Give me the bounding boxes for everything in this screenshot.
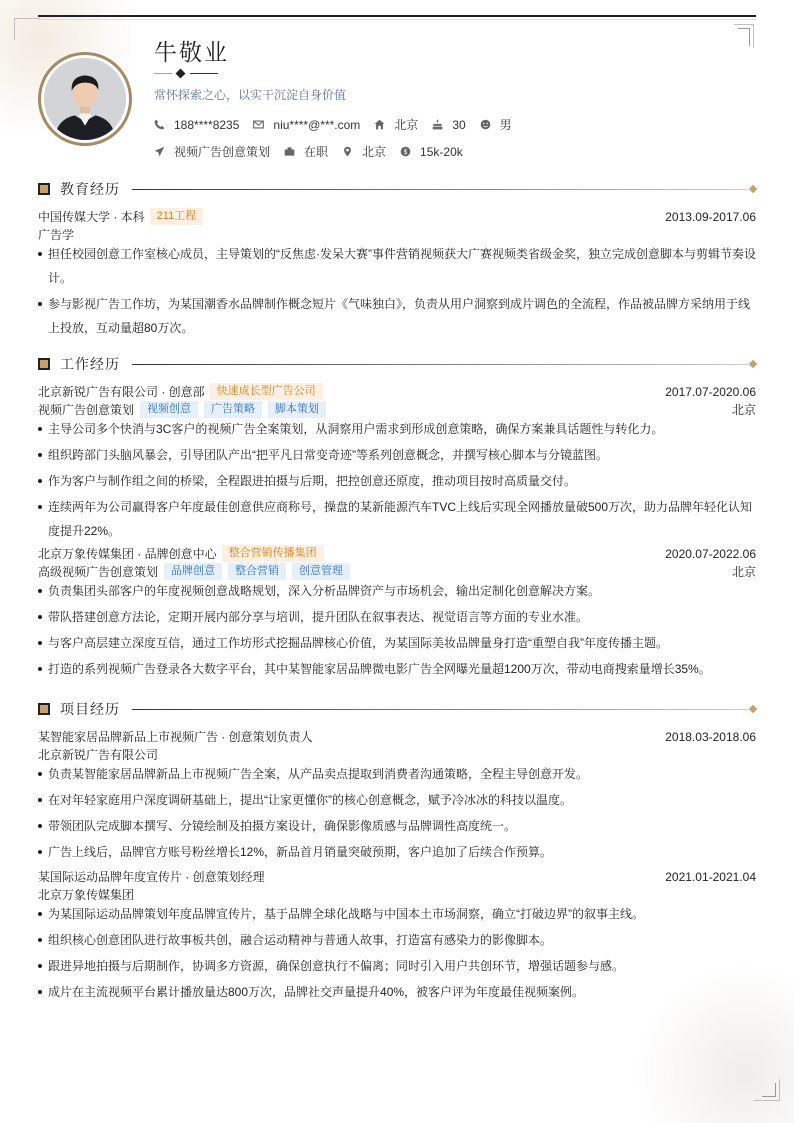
school-tag: 211工程 xyxy=(150,208,204,225)
skill-tag: 整合营销 xyxy=(228,563,286,580)
skill-tag: 创意管理 xyxy=(292,563,350,580)
section-marker xyxy=(38,358,50,370)
briefcase-icon xyxy=(284,146,295,157)
school-name: 中国传媒大学 · 本科 xyxy=(38,210,145,224)
section-diamond xyxy=(749,360,757,368)
age-item xyxy=(432,118,465,132)
education-major-row xyxy=(38,226,756,243)
corner-bracket xyxy=(738,28,750,46)
list-item: 带领团队完成脚本撰写、分镜绘制及拍摄方案设计，确保影像质感与品牌调性高度统一。 xyxy=(38,814,756,838)
company-name: 北京新锐广告有限公司 · 创意部 xyxy=(38,385,205,399)
section-projects xyxy=(38,699,756,719)
section-rule xyxy=(132,364,748,365)
money-icon xyxy=(400,146,411,157)
phone-text: 188****8235 xyxy=(174,117,240,132)
job-location: 北京 xyxy=(731,565,756,579)
section-diamond xyxy=(749,705,757,713)
job-title: 高级视频广告创意策划 xyxy=(38,565,159,579)
skill-tag: 脚本策划 xyxy=(268,401,326,418)
section-rule xyxy=(132,709,748,710)
section-title: 项目经历 xyxy=(60,701,120,717)
city-text: 北京 xyxy=(394,118,419,132)
major: 广告学 xyxy=(38,228,75,242)
project-company: 北京新锐广告有限公司 xyxy=(38,748,159,762)
education-header xyxy=(38,208,756,225)
list-item: 跟进异地拍摄与后期制作，协调多方资源，确保创意执行不偏离；同时引入用户共创环节，增强话题参与感。 xyxy=(38,954,756,978)
project-bullets xyxy=(38,902,756,1006)
status-item xyxy=(284,143,328,160)
job-header xyxy=(38,383,756,400)
list-item: 组织跨部门头脑风暴会，引导团队产出“把平凡日常变奇迹”等系列创意概念，并撰写核心脚本与分镜蓝图。 xyxy=(38,443,756,467)
job-title-row xyxy=(38,401,756,418)
name-ornament xyxy=(154,68,218,80)
project-company-row xyxy=(38,746,756,763)
avatar-photo xyxy=(44,58,126,140)
company-tag: 整合营销传播集团 xyxy=(222,545,324,562)
age-text: 30 xyxy=(452,117,466,132)
list-item: 主导公司多个快消与3C客户的视频广告全案策划，从洞察用户需求到形成创意策略，确保方案兼具话题性与转化力。 xyxy=(38,417,756,441)
list-item: 为某国际运动品牌策划年度品牌宣传片，基于品牌全球化战略与中国本土市场洞察，确立“打破边界”的叙事主线。 xyxy=(38,902,756,926)
period: 2018.03-2018.06 xyxy=(665,729,756,744)
mail-icon xyxy=(253,119,264,130)
project-header xyxy=(38,728,756,745)
status-text: 在职 xyxy=(304,145,329,159)
job-bullets xyxy=(38,417,756,545)
list-item: 与客户高层建立深度互信，通过工作坊形式挖掘品牌核心价值，为某国际美妆品牌量身打造“重塑自我”年度传播主题。 xyxy=(38,631,756,655)
candidate-name: 牛敬业 xyxy=(154,39,229,65)
list-item: 担任校园创意工作室核心成员，主导策划的“反焦虑·发呆大赛”事件营销视频获大广赛视频类省级金奖，独立完成创意脚本与剪辑节奏设计。 xyxy=(38,242,756,290)
target-city-text: 北京 xyxy=(362,145,387,159)
list-item: 负责集团头部客户的年度视频创意战略规划，深入分析品牌资产与市场机会，输出定制化创意解决方案。 xyxy=(38,579,756,603)
intention-row xyxy=(154,143,477,160)
job-bullets xyxy=(38,579,756,683)
top-rule xyxy=(38,19,756,20)
corner-bracket xyxy=(14,18,40,40)
list-item: 组织核心创意团队进行故事板共创，融合运动精神与普通人故事，打造富有感染力的影像脚本。 xyxy=(38,928,756,952)
gender-item xyxy=(480,116,512,133)
avatar xyxy=(38,52,132,146)
project-name: 某国际运动品牌年度宣传片 · 创意策划经理 xyxy=(38,870,265,884)
email-item xyxy=(253,118,360,132)
city-item xyxy=(374,116,418,133)
target-city-item xyxy=(342,143,386,160)
list-item: 带队搭建创意方法论，定期开展内部分享与培训，提升团队在叙事表达、视觉语言等方面的专业水准。 xyxy=(38,605,756,629)
list-item: 广告上线后，品牌官方账号粉丝增长12%，新品首月销量突破预期，客户追加了后续合作预算。 xyxy=(38,840,756,864)
salary-item xyxy=(400,145,463,159)
company-tag: 快速成长型广告公司 xyxy=(210,383,323,400)
job-location: 北京 xyxy=(731,403,756,417)
section-diamond xyxy=(749,185,757,193)
email-text: niu****@***.com xyxy=(273,117,361,132)
list-item: 参与影视广告工作坊，为某国潮香水品牌制作概念短片《气味独白》，负责从用户洞察到成片调色的全流程，作品被品牌方采纳用于线上投放，互动量超80万次。 xyxy=(38,292,756,340)
section-marker xyxy=(38,183,50,195)
skill-tag: 广告策略 xyxy=(204,401,262,418)
home-icon xyxy=(374,119,385,130)
section-title: 工作经历 xyxy=(60,356,120,372)
project-company-row xyxy=(38,886,756,903)
list-item: 成片在主流视频平台累计播放量达800万次，品牌社交声量提升40%，被客户评为年度最佳视频案例。 xyxy=(38,980,756,1004)
top-rule xyxy=(38,15,756,17)
period: 2020.07-2022.06 xyxy=(665,546,756,561)
project-bullets xyxy=(38,762,756,866)
period: 2021.01-2021.04 xyxy=(665,869,756,884)
target-position-item xyxy=(154,143,270,160)
section-education xyxy=(38,179,756,199)
corner-bracket xyxy=(762,1083,776,1097)
cake-icon xyxy=(432,119,443,130)
job-header xyxy=(38,545,756,562)
period: 2017.07-2020.06 xyxy=(665,384,756,399)
send-icon xyxy=(154,146,165,157)
section-work xyxy=(38,354,756,374)
company-name: 北京万象传媒集团 · 品牌创意中心 xyxy=(38,547,217,561)
job-title: 视频广告创意策划 xyxy=(38,403,135,417)
salary-text: 15k-20k xyxy=(420,144,463,159)
section-marker xyxy=(38,703,50,715)
list-item: 打造的系列视频广告登录各大数字平台，其中某智能家居品牌微电影广告全网曝光量超1200万次，带动电商搜索量增长35%。 xyxy=(38,657,756,681)
skill-tag: 视频创意 xyxy=(140,401,198,418)
motto: 常怀探索之心，以实干沉淀自身价值 xyxy=(154,88,347,102)
project-name: 某智能家居品牌新品上市视频广告 · 创意策划负责人 xyxy=(38,730,313,744)
education-bullets xyxy=(38,242,756,342)
list-item: 作为客户与制作组之间的桥梁，全程跟进拍摄与后期，把控创意还原度，推动项目按时高质量交付。 xyxy=(38,469,756,493)
phone-icon xyxy=(154,119,165,130)
section-rule xyxy=(132,189,748,190)
location-pin-icon xyxy=(342,146,353,157)
list-item: 负责某智能家居品牌新品上市视频广告全案，从产品卖点提取到消费者沟通策略，全程主导创意开发。 xyxy=(38,762,756,786)
contact-row xyxy=(154,116,526,133)
list-item: 在对年轻家庭用户深度调研基础上，提出“让家更懂你”的核心创意概念，赋予冷冰冰的科技以温度。 xyxy=(38,788,756,812)
target-position-text: 视频广告创意策划 xyxy=(174,145,271,159)
list-item: 连续两年为公司赢得客户年度最佳创意供应商称号，操盘的某新能源汽车TVC上线后实现全网播放量破500万次，助力品牌年轻化认知度提升22%。 xyxy=(38,495,756,543)
skill-tag: 品牌创意 xyxy=(164,563,222,580)
smile-icon xyxy=(480,119,491,130)
phone-item xyxy=(154,118,239,132)
project-header xyxy=(38,868,756,885)
project-company: 北京万象传媒集团 xyxy=(38,888,135,902)
svg-text:$: $ xyxy=(403,147,408,156)
gender-text: 男 xyxy=(499,118,512,132)
job-title-row xyxy=(38,563,756,580)
period: 2013.09-2017.06 xyxy=(665,209,756,224)
section-title: 教育经历 xyxy=(60,181,120,197)
